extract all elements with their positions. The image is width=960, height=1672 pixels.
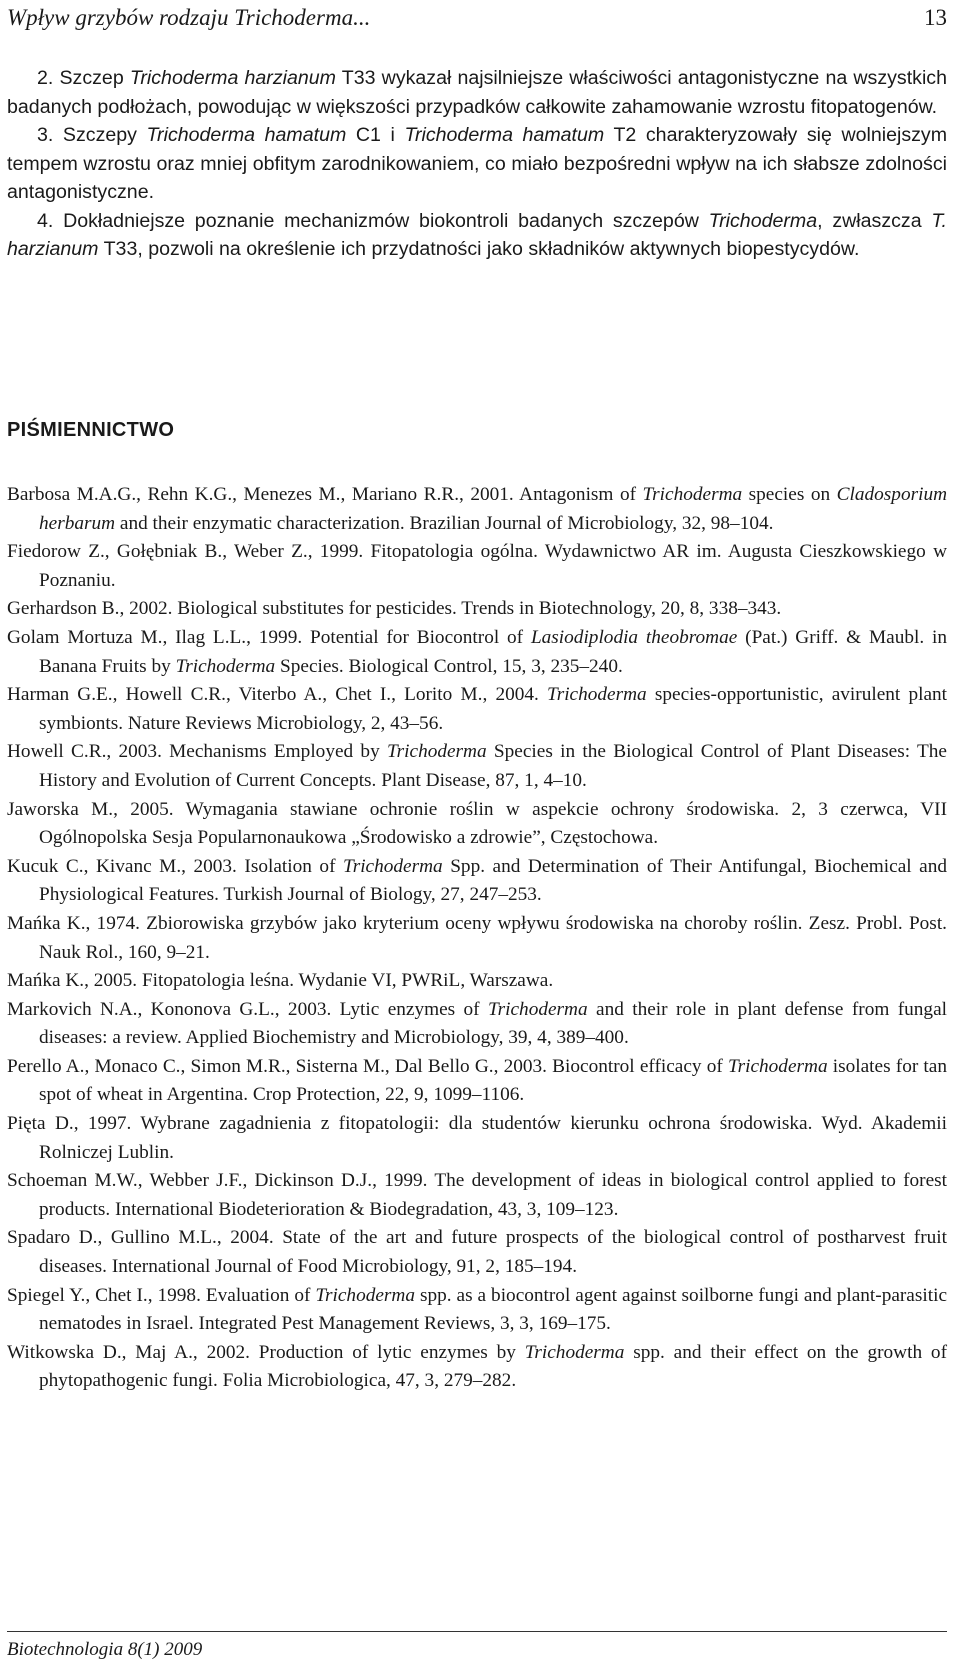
text-run: Mańka K., 2005. Fitopatologia leśna. Wydanie VI, PWRiL, Warszawa.	[7, 970, 554, 992]
text-run: Harman G.E., Howell C.R., Viterbo A., Chet I., Lorito M., 2004.	[7, 684, 548, 706]
text-run: species-opportunistic, avirulent plant symbionts. Nature Reviews Microbiology, 2, 43–56.	[39, 684, 947, 734]
italic-text: Cladosporium herbarum	[39, 484, 948, 534]
reference-entry	[7, 1167, 947, 1224]
reference-entry	[7, 481, 947, 538]
text-run: C1 i	[346, 124, 405, 146]
text-run: Jaworska M., 2005. Wymagania stawiane ochronie roślin w aspekcie ochrony środowiska. 2, 3 czerwca, VII Ogólnopolska Sesja Popularnonaukowa „Środowisko a zdrowie”, Częstochowa.	[7, 798, 947, 849]
text-run: 3. Szczepy	[37, 124, 147, 146]
text-run: spp. and their effect on the growth of phytopathogenic fungi. Folia Microbiologica, 47, 3, 279–282.	[39, 1341, 947, 1392]
reference-entry	[7, 967, 947, 996]
text-run: Schoeman M.W., Webber J.F., Dickinson D.J., 1999. The development of ideas in biological control applied to forest products. International Biodeterioration & Biodegradation, 43, 3, 109–123.	[7, 1170, 947, 1220]
reference-entry	[7, 910, 947, 967]
references-list	[7, 481, 947, 1396]
text-run: isolates for tan spot of wheat in Argentina. Crop Protection, 22, 9, 1099–1106.	[39, 1055, 947, 1106]
reference-entry	[7, 738, 947, 795]
text-run: Barbosa M.A.G., Rehn K.G., Menezes M., Mariano R.R., 2001. Antagonism of	[7, 484, 643, 505]
reference-entry	[7, 1110, 947, 1167]
text-run: spp. as a biocontrol agent against soilborne fungi and plant-parasitic nematodes in Israel. Integrated Pest Management Reviews, 3, 3, 169–175.	[39, 1284, 947, 1335]
footer-journal: Biotechnologia 8(1) 2009	[7, 1639, 203, 1660]
italic-text: Trichoderma	[175, 655, 276, 677]
page-number: 13	[924, 5, 947, 30]
conclusion-paragraph	[7, 121, 947, 207]
footer-divider	[7, 1631, 947, 1632]
italic-text: Lasiodiplodia theobromae	[530, 626, 738, 648]
reference-entry	[7, 595, 947, 624]
text-run: Kucuk C., Kivanc M., 2003. Isolation of	[7, 855, 344, 877]
italic-text: Trichoderma	[727, 1055, 828, 1077]
text-run: Species in the Biological Control of Plant Diseases: The History and Evolution of Current Concepts. Plant Disease, 87, 1, 4–10.	[39, 741, 947, 791]
reference-entry	[7, 996, 947, 1053]
italic-text: Trichoderma hamatum	[146, 124, 347, 146]
reference-entry	[7, 1339, 947, 1396]
italic-text: Trichoderma	[387, 741, 487, 763]
italic-text: Trichoderma	[708, 209, 818, 232]
italic-text: Trichoderma	[642, 484, 743, 505]
reference-entry	[7, 681, 947, 738]
italic-text: Trichoderma harzianum	[129, 67, 336, 89]
reference-entry	[7, 853, 947, 910]
text-run: Mańka K., 1974. Zbiorowiska grzybów jako kryterium oceny wpływu środowiska na choroby roślin. Zesz. Probl. Post. Nauk Rol., 160, 9–21.	[7, 912, 947, 963]
italic-text: Trichoderma	[315, 1284, 415, 1306]
conclusion-paragraph	[7, 207, 947, 264]
text-run: Spp. and Determination of Their Antifungal, Biochemical and Physiological Features. Turkish Journal of Biology, 27, 247–253.	[39, 855, 948, 906]
section-title: PIŚMIENNICTWO	[7, 419, 175, 441]
text-run: Witkowska D., Maj A., 2002. Production of lytic enzymes by	[7, 1341, 525, 1363]
text-run: 2. Szczep	[37, 67, 130, 89]
text-run: Howell C.R., 2003. Mechanisms Employed by	[7, 741, 387, 763]
conclusion-paragraph	[7, 64, 947, 121]
text-run: Markovich N.A., Kononova G.L., 2003. Lytic enzymes of	[7, 998, 488, 1020]
text-run: Spiegel Y., Chet I., 1998. Evaluation of	[7, 1284, 316, 1306]
reference-entry	[7, 1224, 947, 1281]
text-run: Gerhardson B., 2002. Biological substitutes for pesticides. Trends in Biotechnology, 20, 8, 338–343.	[7, 598, 782, 620]
reference-entry	[7, 1053, 947, 1110]
text-run: Pięta D., 1997. Wybrane zagadnienia z fitopatologii: dla studentów kierunku ochrona środowiska. Wyd. Akademii Rolniczej Lublin.	[7, 1113, 947, 1163]
running-title: Wpływ grzybów rodzaju Trichoderma...	[7, 5, 371, 30]
text-run: Fiedorow Z., Gołębniak B., Weber Z., 1999. Fitopatologia ogólna. Wydawnictwo AR im. Augusta Cieszkowskiego w Poznaniu.	[7, 541, 947, 591]
text-run: T33, pozwoli na określenie ich przydatności jako składników aktywnych biopestycydów.	[98, 238, 860, 260]
text-run: Perello A., Monaco C., Simon M.R., Sisterna M., Dal Bello G., 2003. Biocontrol efficacy of	[7, 1055, 728, 1077]
reference-entry	[7, 624, 947, 681]
reference-entry	[7, 1282, 947, 1339]
text-run: and their role in plant defense from fungal diseases: a review. Applied Biochemistry and Microbiology, 39, 4, 389–400.	[39, 998, 947, 1049]
italic-text: Trichoderma	[547, 684, 647, 706]
text-run: and their enzymatic characterization. Brazilian Journal of Microbiology, 32, 98–104.	[115, 512, 774, 534]
text-run: , zwłaszcza	[817, 209, 932, 232]
running-header	[7, 3, 947, 43]
text-run: species on	[742, 484, 837, 505]
text-run: T2 charakteryzowały się wolniejszym tempem wzrostu oraz mniej obfitym zarodnikowaniem, co miało bezpośredni wpływ na ich słabsze zdolności antagonistyczne.	[7, 124, 948, 203]
conclusions-section	[7, 64, 947, 264]
italic-text: Trichoderma hamatum	[404, 124, 605, 146]
italic-text: Trichoderma	[343, 855, 443, 877]
italic-text: Trichoderma	[524, 1341, 625, 1363]
text-run: (Pat.) Griff. & Maubl. in Banana Fruits by	[39, 626, 947, 677]
italic-text: T. harzianum	[7, 209, 947, 260]
text-run: T33 wykazał najsilniejsze właściwości antagonistyczne na wszystkich badanych podłożach, powodując w większości przypadków całkowite zahamowanie wzrostu fitopatogenów.	[7, 67, 948, 118]
italic-text: Trichoderma	[487, 998, 588, 1020]
reference-entry	[7, 796, 947, 853]
reference-entry	[7, 538, 947, 595]
text-run: 4. Dokładniejsze poznanie mechanizmów biokontroli badanych szczepów	[37, 209, 709, 232]
text-run: Golam Mortuza M., Ilag L.L., 1999. Potential for Biocontrol of	[7, 626, 531, 648]
text-run: Species. Biological Control, 15, 3, 235–240.	[275, 655, 623, 677]
text-run: Spadaro D., Gullino M.L., 2004. State of the art and future prospects of the biological control of postharvest fruit diseases. International Journal of Food Microbiology, 91, 2, 185–194.	[7, 1227, 947, 1278]
